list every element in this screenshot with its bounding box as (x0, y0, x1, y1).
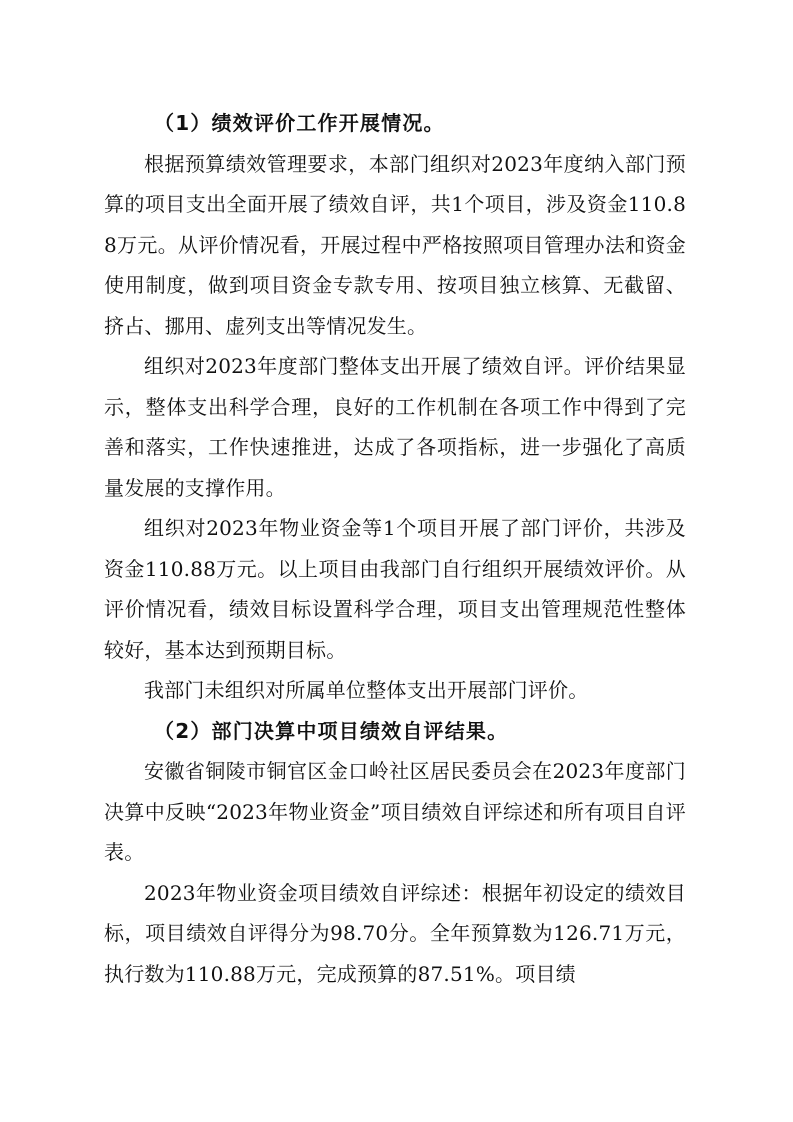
paragraph-overall-expenditure-evaluation: 组织对2023年度部门整体支出开展了绩效自评。评价结果显示，整体支出科学合理，良好的工作机制在各项工作中得到了完善和落实，工作快速推进，达成了各项指标，进一步强化了高质量发展的支撑作用。 (104, 354, 686, 500)
paragraph-project-self-evaluation: 根据预算绩效管理要求，本部门组织对2023年度纳入部门预算的项目支出全面开展了绩效自评，共1个项目，涉及资金110.88万元。从评价情况看，开展过程中严格按照项目管理办法和资金使用制度，做到项目资金专款专用、按项目独立核算、无截留、挤占、挪用、虚列支出等情况发生。 (104, 151, 686, 338)
document-body (104, 103, 686, 994)
section-heading-performance-evaluation: （1）绩效评价工作开展情况。 (154, 111, 445, 135)
section-heading-final-accounts-results: （2）部门决算中项目绩效自评结果。 (154, 718, 509, 743)
paragraph-property-fund-summary: 2023年物业资金项目绩效自评综述：根据年初设定的绩效目标，项目绩效自评得分为98.70分。全年预算数为126.71万元，执行数为110.88万元，完成预算的87.51%。项目绩 (104, 880, 686, 986)
paragraph-department-evaluation: 组织对2023年物业资金等1个项目开展了部门评价，共涉及资金110.88万元。以上项目由我部门自行组织开展绩效评价。从评价情况看，绩效目标设置科学合理，项目支出管理规范性整体较好，基本达到预期目标。 (104, 516, 686, 662)
paragraph-final-accounts-reporting: 安徽省铜陵市铜官区金口岭社区居民委员会在2023年度部门决算中反映“2023年物业资金”项目绩效自评综述和所有项目自评表。 (104, 759, 686, 864)
paragraph-no-subordinate-evaluation: 我部门未组织对所属单位整体支出开展部门评价。 (144, 678, 589, 702)
